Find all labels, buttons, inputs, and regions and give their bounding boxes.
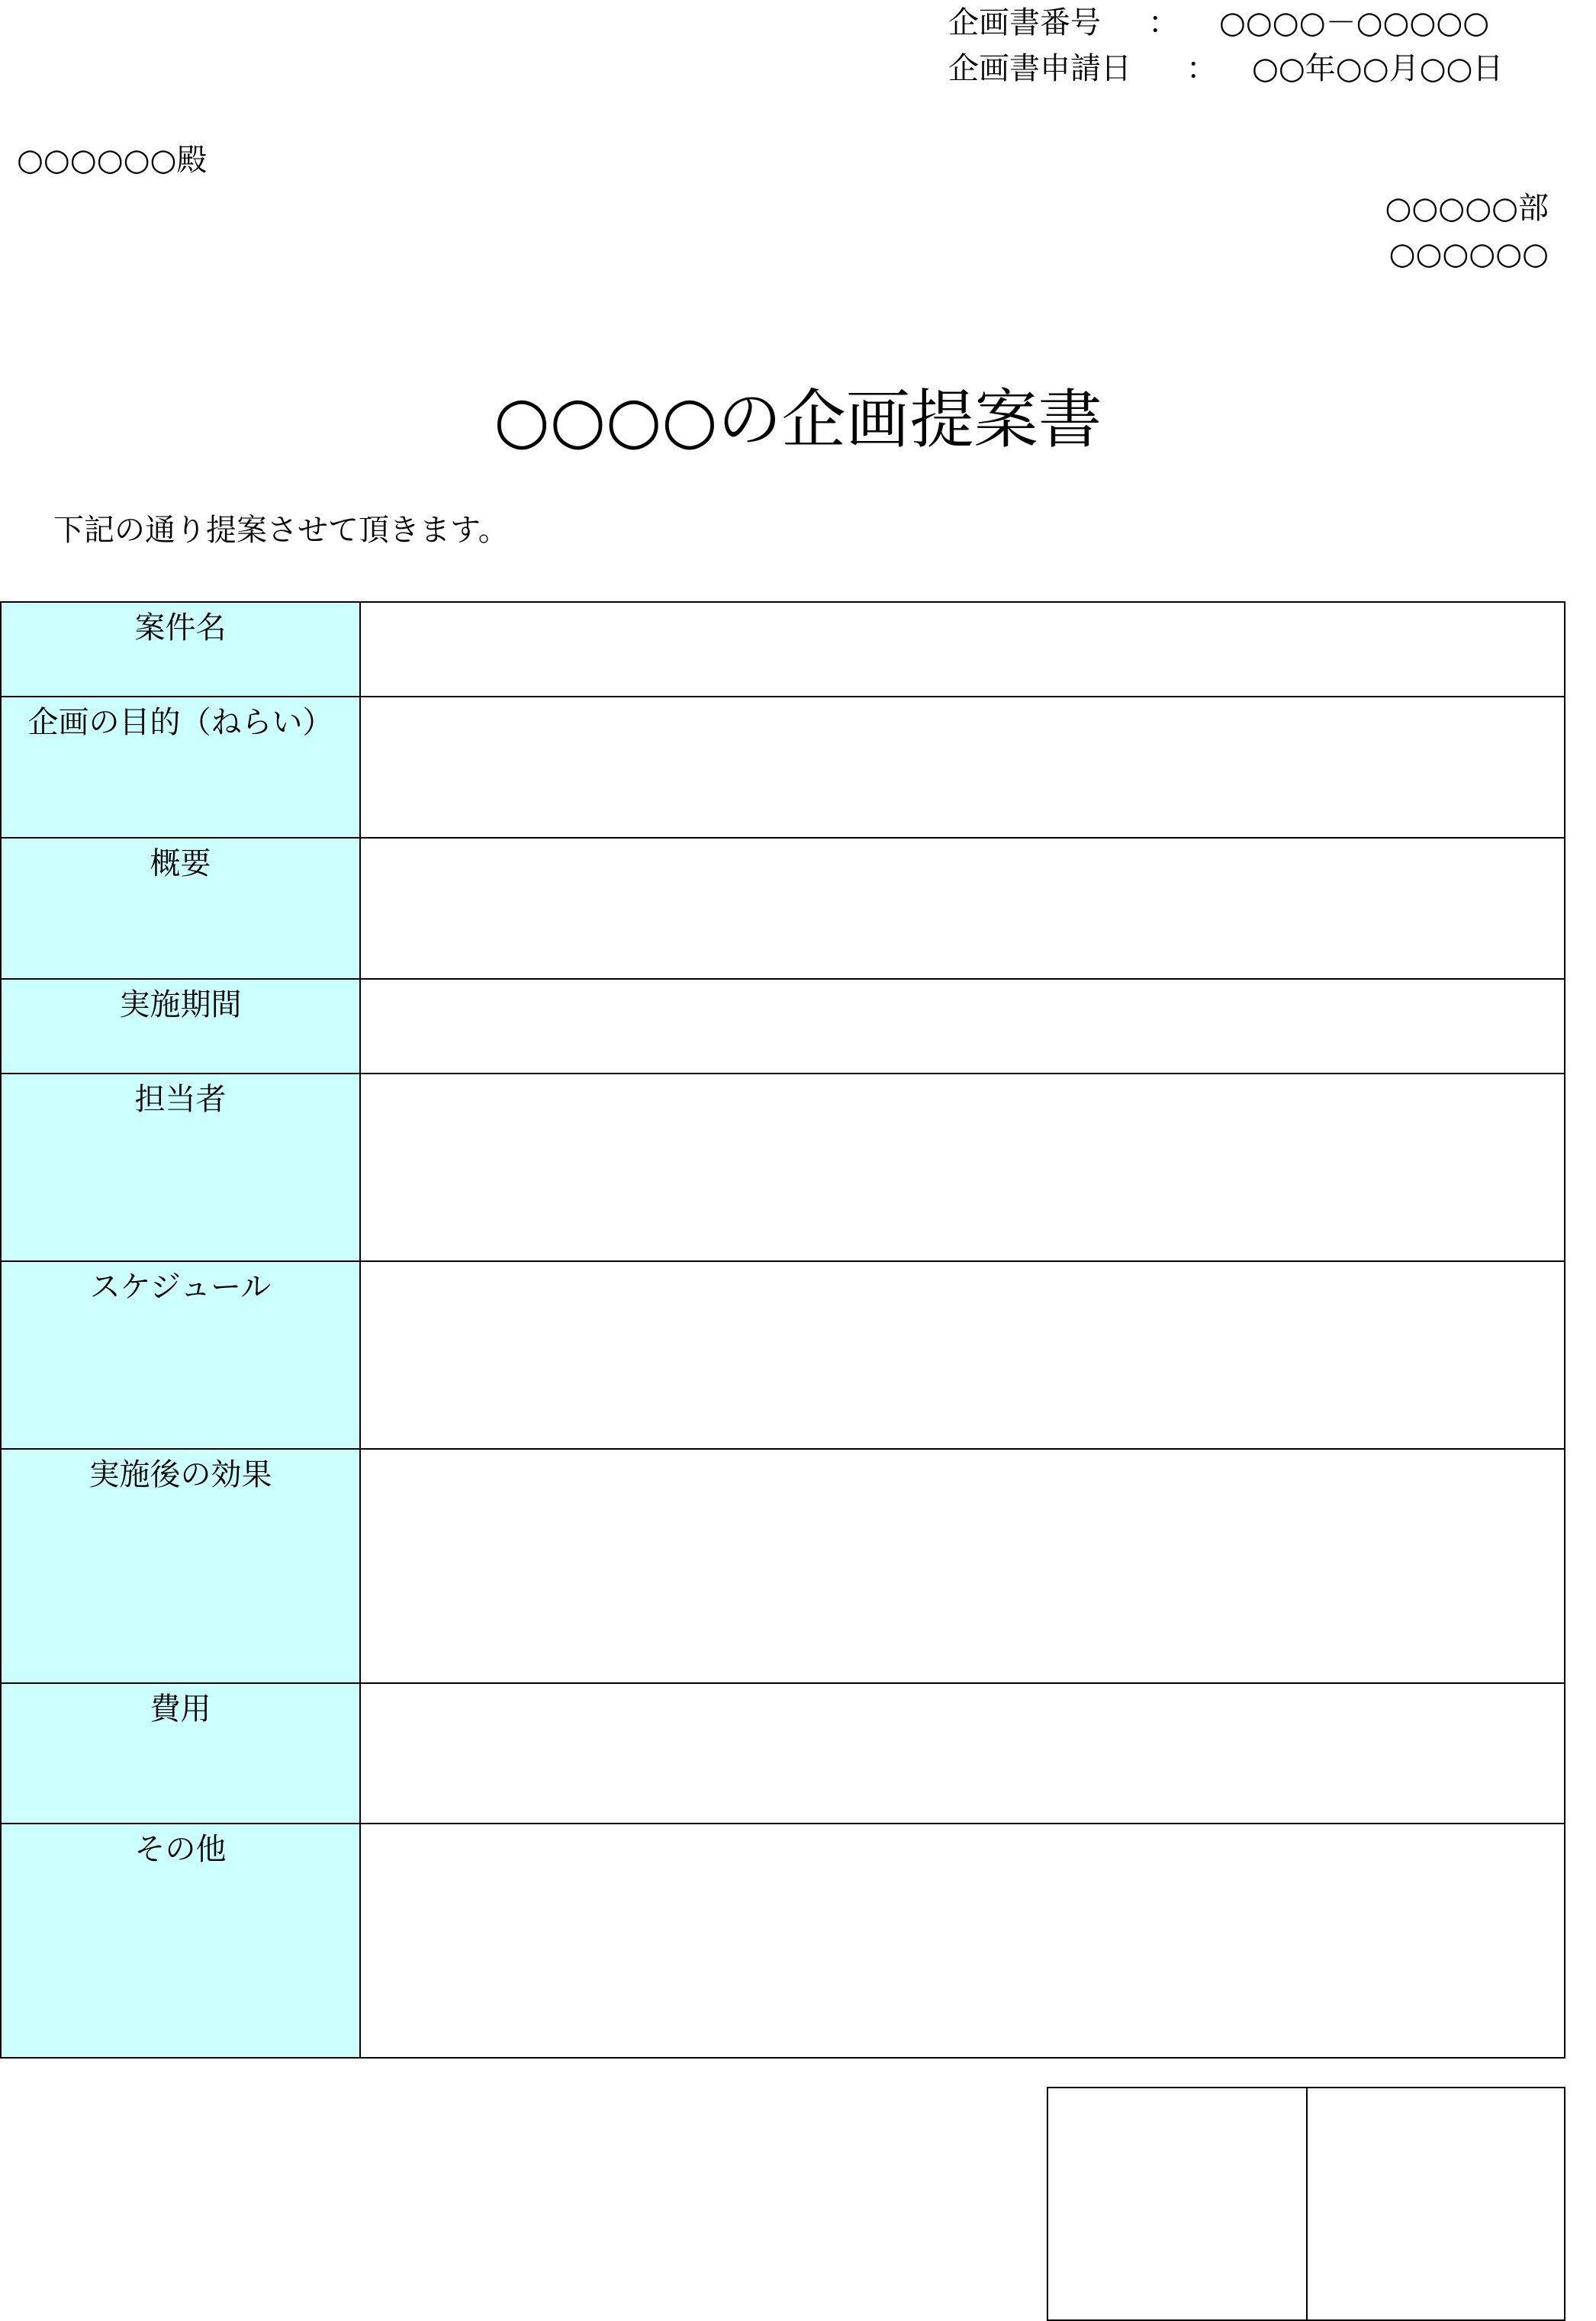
value-cost[interactable]	[360, 1683, 1565, 1824]
intro-text: 下記の通り提案させて頂きます。	[53, 513, 509, 548]
table-row-other	[1, 1824, 1565, 2058]
document-title: ○○○○の企画提案書	[494, 382, 1102, 457]
application-date-colon: ：	[1186, 51, 1217, 86]
sender-department: ○○○○○部	[1385, 191, 1549, 226]
application-date-value: ○○年○○月○○日	[1252, 51, 1504, 86]
label-project-name: 案件名	[1, 602, 360, 697]
value-effect[interactable]	[360, 1449, 1565, 1683]
value-project-name[interactable]	[360, 602, 1565, 697]
proposal-number-row	[948, 0, 1559, 46]
value-period[interactable]	[360, 979, 1565, 1074]
table-row-cost	[1, 1683, 1565, 1824]
table-row-schedule	[1, 1261, 1565, 1449]
proposal-number-label: 企画書番号	[948, 5, 1101, 40]
label-other: その他	[1, 1824, 360, 2058]
proposal-number-value: ○○○○－○○○○○	[1219, 5, 1490, 40]
approval-stamp-box-2[interactable]	[1307, 2088, 1565, 2320]
value-overview[interactable]	[360, 838, 1565, 979]
approval-stamp-box-1[interactable]	[1047, 2088, 1307, 2320]
table-row-effect	[1, 1449, 1565, 1683]
table-row-overview	[1, 838, 1565, 979]
label-overview: 概要	[1, 838, 360, 979]
label-purpose: 企画の目的（ねらい）	[1, 697, 360, 838]
table-row-period	[1, 979, 1565, 1074]
label-schedule: スケジュール	[1, 1261, 360, 1449]
value-other[interactable]	[360, 1824, 1565, 2058]
label-period: 実施期間	[1, 979, 360, 1074]
label-effect: 実施後の効果	[1, 1449, 360, 1683]
application-date-row	[948, 46, 1559, 92]
table-row-person-in-charge	[1, 1074, 1565, 1261]
proposal-number-colon: ：	[1148, 5, 1179, 40]
value-schedule[interactable]	[360, 1261, 1565, 1449]
label-person-in-charge: 担当者	[1, 1074, 360, 1261]
value-person-in-charge[interactable]	[360, 1074, 1565, 1261]
application-date-label: 企画書申請日	[948, 51, 1131, 86]
label-cost: 費用	[1, 1683, 360, 1824]
approval-stamp-boxes	[1047, 2087, 1565, 2321]
sender-name: ○○○○○○	[1388, 237, 1549, 272]
table-row-project-name	[1, 602, 1565, 697]
proposal-table	[0, 601, 1565, 2059]
value-purpose[interactable]	[360, 697, 1565, 838]
recipient: ○○○○○○殿	[17, 143, 208, 178]
table-row-purpose	[1, 697, 1565, 838]
